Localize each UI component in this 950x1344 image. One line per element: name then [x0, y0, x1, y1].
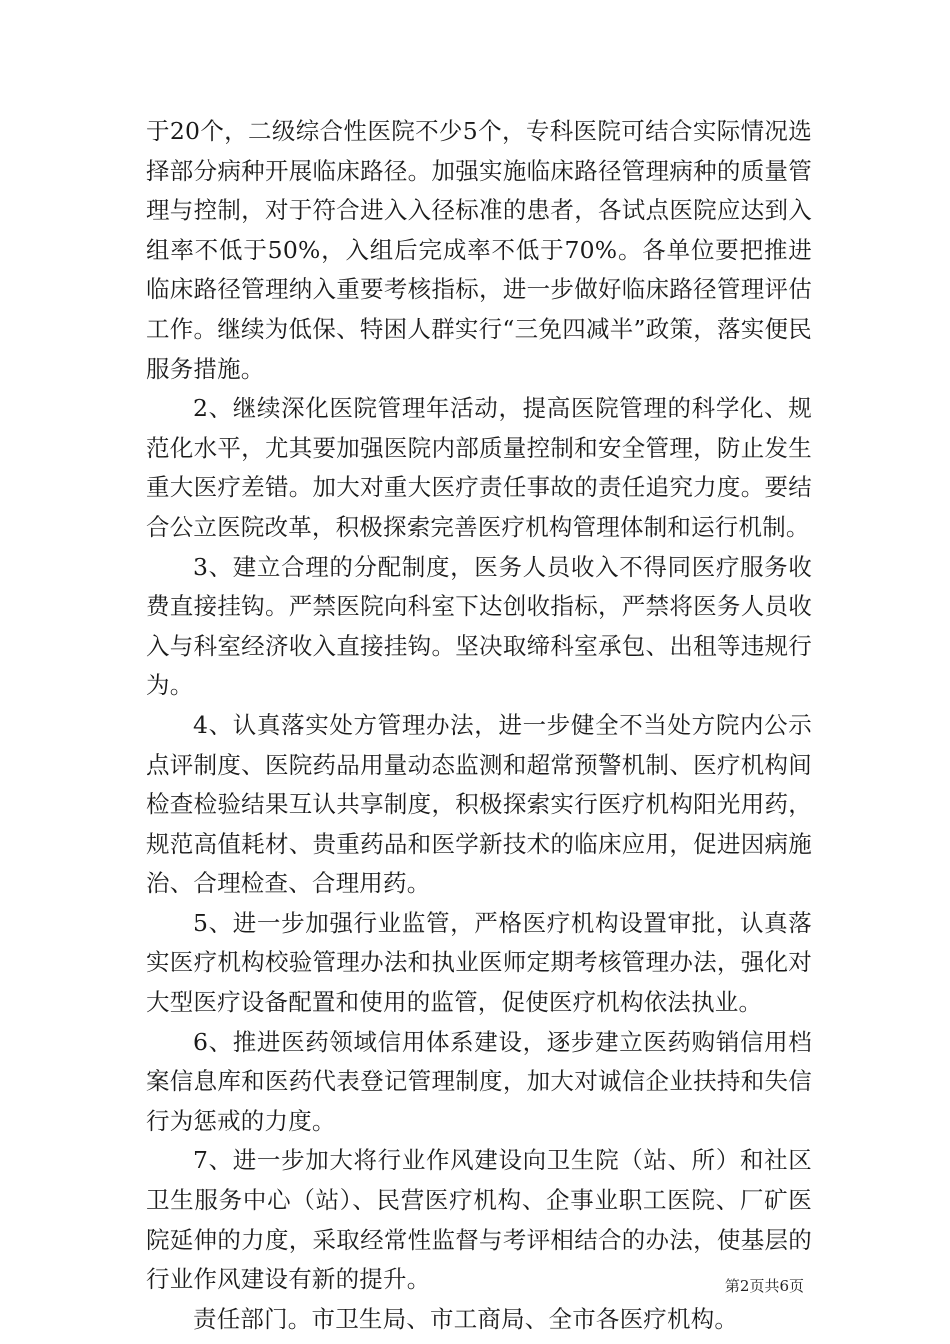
page-number-footer: 第2页共6页 — [724, 1277, 804, 1295]
paragraph-continuation: 于20个，二级综合性医院不少5个，专科医院可结合实际情况选择部分病种开展临床路径。加强实施临床路径管理病种的质量管理与控制，对于符合进入入径标准的患者，各试点医院应达到入组率不低于50%，入组后完成率不低于70%。各单位要把推进临床路径管理纳入重要考核指标，进一步做好临床路径管理评估工作。继续为低保、特困人群实行“三免四减半”政策，落实便民服务措施。 — [146, 117, 812, 383]
paragraph-item-5: 5、进一步加强行业监管，严格医疗机构设置审批，认真落实医疗机构校验管理办法和执业医师定期考核管理办法，强化对大型医疗设备配置和使用的监管，促使医疗机构依法执业。 — [146, 908, 812, 1017]
paragraph-item-2: 2、继续深化医院管理年活动，提高医院管理的科学化、规范化水平，尤其要加强医院内部质量控制和安全管理，防止发生重大医疗差错。加大对重大医疗责任事故的责任追究力度。要结合公立医院改革，积极探索完善医疗机构管理体制和运行机制。 — [146, 394, 812, 541]
paragraph-responsible-departments: 责任部门。市卫生局、市工商局、全市各医疗机构。 — [193, 1304, 739, 1333]
paragraph-item-6: 6、推进医药领域信用体系建设，逐步建立医药购销信用档案信息库和医药代表登记管理制度，加大对诚信企业扶持和失信行为惩戒的力度。 — [146, 1027, 812, 1135]
paragraph-item-4: 4、认真落实处方管理办法，进一步健全不当处方院内公示点评制度、医院药品用量动态监测和超常预警机制、医疗机构间检查检验结果互认共享制度，积极探索实行医疗机构阳光用药，规范高值耗材、贵重药品和医学新技术的临床应用，促进因病施治、合理检查、合理用药。 — [146, 710, 812, 898]
paragraph-item-7: 7、进一步加大将行业作风建设向卫生院（站、所）和社区卫生服务中心（站）、民营医疗机构、企事业职工医院、厂矿医院延伸的力度，采取经常性监督与考评相结合的办法，使基层的行业作风建设有新的提升。 — [146, 1146, 812, 1294]
document-body — [146, 112, 812, 1339]
paragraph-item-3: 3、建立合理的分配制度，医务人员收入不得同医疗服务收费直接挂钩。严禁医院向科室下达创收指标，严禁将医务人员收入与科室经济收入直接挂钩。坚决取缔科室承包、出租等违规行为。 — [146, 552, 812, 700]
